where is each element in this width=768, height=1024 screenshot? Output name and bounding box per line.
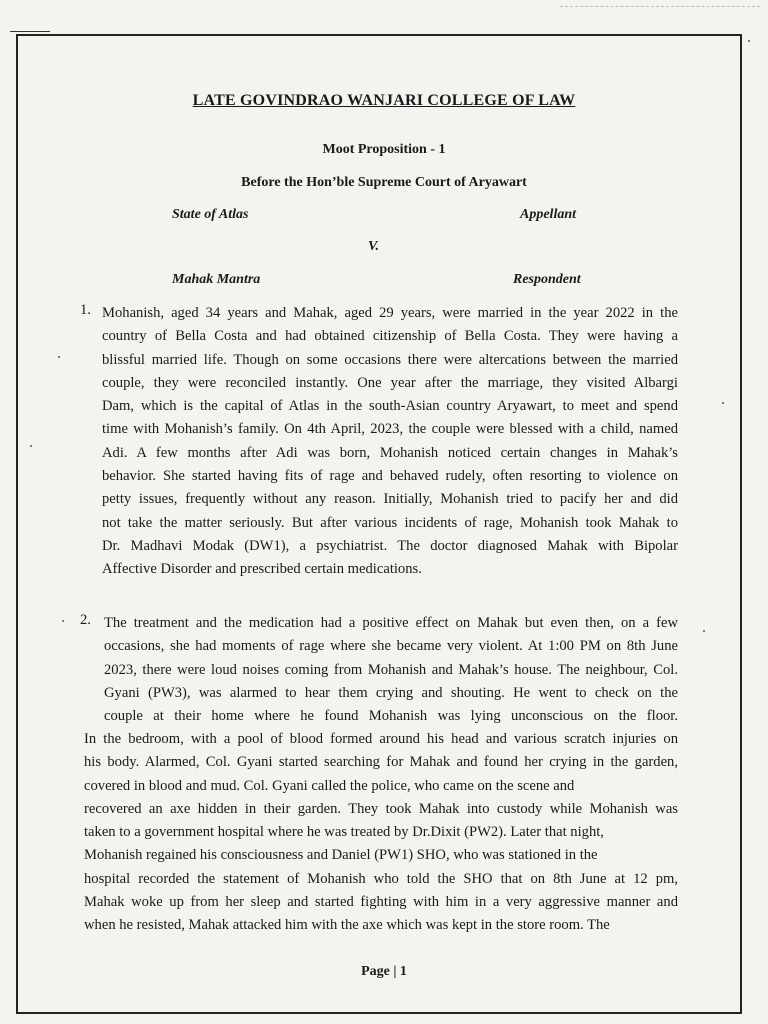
paragraph-line: recovered an axe hidden in their garden. They took Mahak into custody while Mohanish was [84, 800, 678, 817]
paragraph-line: 2023, there were loud noises coming from Mohanish and Mahak’s house. The neighbour, Col. [104, 661, 678, 678]
paragraph-2-continued [84, 728, 678, 938]
scan-speck [30, 445, 32, 447]
paragraph-line: time with Mohanish’s family. On 4th April, 2023, the couple were blessed with a child, named [102, 421, 678, 438]
paragraph-line: Dr. Madhavi Modak (DW1), a psychiatrist. The doctor diagnosed Mahak with Bipolar [102, 537, 678, 554]
paragraph-line: occasions, she had moments of rage where she became very violent. At 1:00 PM on 8th June [104, 638, 678, 655]
paragraph-line: his body. Alarmed, Col. Gyani started searching for Mahak and found her crying in the garden, [84, 754, 678, 771]
paragraph-line: Dam, which is the capital of Atlas in the south-Asian country Aryawart, to meet and spend [102, 398, 678, 415]
page-number: Page | 1 [361, 964, 407, 979]
respondent-role: Respondent [513, 272, 581, 287]
paragraph-line: blissful married life. Though on some occasions there were altercations between the married [102, 351, 678, 368]
paragraph-line: Affective Disorder and prescribed certain medications. [102, 561, 422, 578]
scan-speck [703, 630, 705, 632]
paragraph-line: behavior. She started having fits of rage and behaved rudely, often resorting to violence on [102, 468, 678, 485]
versus: V. [368, 239, 380, 254]
paragraph-line: couple at their home where he found Mohanish was lying unconscious on the floor. [104, 708, 678, 725]
paragraph-line: country of Bella Costa and had obtained citizenship of Bella Costa. They were having a [102, 328, 678, 345]
paragraph-line: Mahak woke up from her sleep and started fighting with him in a very aggressive manner and [84, 894, 678, 911]
proposition-title: Moot Proposition - 1 [322, 142, 446, 157]
paragraph-line: petty issues, frequently without any reason. Initially, Mohanish tried to pacify her and did [102, 491, 678, 508]
scan-speck [58, 356, 60, 358]
paragraph-line: Gyani (PW3), was alarmed to hear them crying and shouting. He went to check on the [104, 684, 678, 701]
paragraph-line: not take the matter seriously. But after various incidents of rage, Mohanish took Mahak to [102, 514, 678, 531]
respondent-name: Mahak Mantra [172, 272, 261, 287]
appellant-role: Appellant [520, 207, 577, 222]
paragraph-2-indented [104, 612, 678, 728]
paragraph-line: couple, they were reconciled instantly. One year after the marriage, they visited Albargi [102, 374, 678, 391]
paragraph-line: Mohanish regained his consciousness and Daniel (PW1) SHO, who was stationed in the [84, 847, 598, 864]
court-title: Before the Hon’ble Supreme Court of Aryawart [241, 175, 527, 190]
paragraph-line: Adi. A few months after Adi was born, Mohanish noticed certain changes in Mahak’s [102, 444, 678, 461]
paragraph-line: In the bedroom, with a pool of blood formed around his head and various scratch injuries on [84, 731, 678, 747]
scan-speck [748, 40, 750, 42]
appellant-name: State of Atlas [172, 207, 249, 222]
paragraph-line: covered in blood and mud. Col. Gyani called the police, who came on the scene and [84, 777, 575, 794]
paragraph-line: Mohanish, aged 34 years and Mahak, aged 29 years, were married in the year 2022 in the [102, 305, 678, 321]
scan-top-edge [560, 6, 760, 7]
paragraph-number: 1. [80, 302, 91, 318]
paragraph-line: The treatment and the medication had a positive effect on Mahak but even then, on a few [104, 615, 678, 631]
paragraph-1 [102, 302, 678, 582]
paragraph-line: taken to a government hospital where he was treated by Dr.Dixit (PW2). Later that night, [84, 824, 604, 841]
scan-speck [722, 402, 724, 404]
college-title: LATE GOVINDRAO WANJARI COLLEGE OF LAW [192, 92, 576, 109]
paragraph-line: when he resisted, Mahak attacked him with the axe which was kept in the store room. The [84, 917, 610, 934]
paragraph-line: hospital recorded the statement of Mohanish who told the SHO that on 8th June at 12 pm, [84, 870, 678, 887]
paragraph-number: 2. [80, 612, 91, 628]
scan-speck [62, 620, 64, 622]
corner-mark [10, 31, 50, 32]
